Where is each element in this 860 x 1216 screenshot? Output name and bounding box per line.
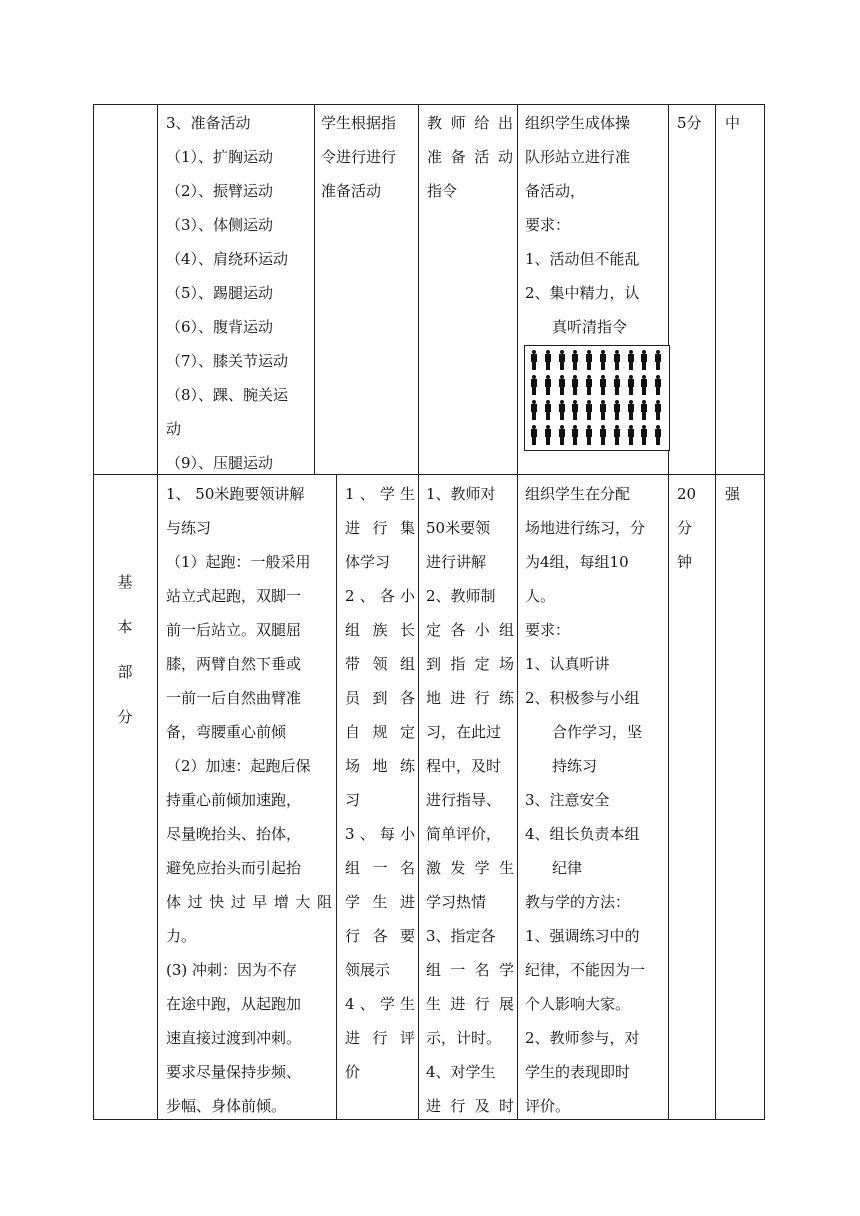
text-line: 组族长 <box>345 621 415 639</box>
text-line: 进行评 <box>345 1029 415 1047</box>
person-icon <box>545 425 551 445</box>
text-line: 3、指定各 <box>426 927 496 945</box>
text-line: 行各要 <box>345 927 415 945</box>
person-icon <box>641 400 647 420</box>
text-line: 程中，及时 <box>426 757 502 775</box>
text-line: 2、集中精力，认 <box>525 284 640 302</box>
sprint-content-cell <box>166 477 332 1123</box>
text-line: 价 <box>345 1063 361 1081</box>
person-icon <box>600 350 606 370</box>
text-line: 学生根据指 <box>321 114 397 132</box>
table-border-right <box>764 104 765 1120</box>
text-line: 步幅、身体前倾。 <box>166 1097 287 1115</box>
text-line: （6）、腹背运动 <box>166 318 274 336</box>
intensity-value: 强 <box>725 485 741 503</box>
text-line: 50米要领 <box>426 519 491 537</box>
text-line: 为4组，每组10 <box>525 553 629 571</box>
person-icon <box>641 375 647 395</box>
text-line: （7）、膝关节运动 <box>166 352 289 370</box>
column-divider <box>517 104 518 1120</box>
text-line: 简单评价， <box>426 825 502 843</box>
text-line: 进行集 <box>345 519 415 537</box>
person-icon <box>531 425 537 445</box>
person-icon <box>600 425 606 445</box>
text-line: 1、 50米跑要领讲解 <box>166 485 305 503</box>
text-line: 3、每小 <box>345 825 415 843</box>
text-line: 要求： <box>525 621 571 639</box>
person-icon <box>586 425 592 445</box>
time-value: 钟 <box>677 553 693 571</box>
person-icon <box>531 375 537 395</box>
person-icon <box>586 400 592 420</box>
person-icon <box>600 375 606 395</box>
text-line: 4、学生 <box>345 995 415 1013</box>
text-line: 2、教师参与，对 <box>525 1029 640 1047</box>
text-line: 生进行展 <box>426 995 514 1013</box>
person-icon <box>655 400 661 420</box>
standing-people-formation-icon <box>524 345 670 451</box>
person-icon <box>614 425 620 445</box>
person-icon <box>614 375 620 395</box>
text-line: 教师给出 <box>427 114 513 132</box>
person-icon <box>641 350 647 370</box>
sprint-intensity-cell <box>725 477 761 511</box>
text-line: 学习热情 <box>426 893 487 911</box>
section-label-basic-part <box>93 560 157 740</box>
person-icon <box>586 375 592 395</box>
text-line: 合作学习，坚 <box>552 723 643 741</box>
text-line: 进行指导、 <box>426 791 502 809</box>
person-icon <box>614 350 620 370</box>
text-line: 2、各小 <box>345 587 415 605</box>
section-char: 部 <box>117 663 133 681</box>
text-line: 个人影响大家。 <box>525 995 631 1013</box>
column-divider <box>314 104 315 474</box>
text-line: 4、组长负责本组 <box>525 825 640 843</box>
text-line: （2）、振臂运动 <box>166 182 274 200</box>
text-line: 纪律，不能因为一 <box>525 961 646 979</box>
text-line: 体学习 <box>345 553 391 571</box>
person-icon <box>545 350 551 370</box>
text-line: 习，在此过 <box>426 723 502 741</box>
text-line: 避免应抬头而引起抬 <box>166 859 302 877</box>
text-line: （8）、踝、腕关运 <box>166 386 289 404</box>
time-value: 20 <box>677 485 697 503</box>
text-line: 示，计时。 <box>426 1029 502 1047</box>
person-icon <box>655 350 661 370</box>
text-line: （4）、肩绕环运动 <box>166 250 289 268</box>
text-line: 4、对学生 <box>426 1063 496 1081</box>
section-char: 本 <box>117 618 133 636</box>
text-line: 组一名 <box>345 859 415 877</box>
person-icon <box>531 350 537 370</box>
person-icon <box>586 350 592 370</box>
text-line: 3、准备活动 <box>166 114 251 132</box>
person-icon <box>545 375 551 395</box>
warmup-teacher-cell <box>427 106 513 208</box>
text-line: 领展示 <box>345 961 391 979</box>
person-icon <box>559 375 565 395</box>
column-divider <box>668 104 669 1120</box>
text-line: 持重心前倾加速跑， <box>166 791 302 809</box>
warmup-content-cell <box>166 106 312 480</box>
column-divider <box>157 104 158 1120</box>
sprint-time-cell <box>677 477 713 579</box>
text-line: 要求尽量保持步频、 <box>166 1063 302 1081</box>
text-line: 体过快过早增大阻 <box>166 893 332 911</box>
text-line: (3) 冲刺：因为不存 <box>166 961 298 979</box>
sprint-student-cell <box>345 477 415 1089</box>
person-icon <box>559 400 565 420</box>
text-line: 员到各 <box>345 689 415 707</box>
text-line: 3、注意安全 <box>525 791 610 809</box>
text-line: 习 <box>345 791 361 809</box>
intensity-value: 中 <box>725 114 741 132</box>
text-line: 组织学生成体操 <box>525 114 631 132</box>
text-line: （9）、压腿运动 <box>166 454 274 472</box>
text-line: 地进行练 <box>426 689 514 707</box>
text-line: 备活动， <box>525 182 586 200</box>
text-line: 组织学生在分配 <box>525 485 631 503</box>
text-line: 自规定 <box>345 723 415 741</box>
text-line: 2、教师制 <box>426 587 496 605</box>
text-line: 1、活动但不能乱 <box>525 250 640 268</box>
text-line: （3）、体侧运动 <box>166 216 274 234</box>
person-icon <box>559 350 565 370</box>
text-line: 在途中跑，从起跑加 <box>166 995 302 1013</box>
text-line: 一前一后自然曲臂准 <box>166 689 302 707</box>
text-line: 1、学生 <box>345 485 415 503</box>
warmup-organization-cell <box>525 106 665 344</box>
text-line: 准备活动 <box>321 182 382 200</box>
text-line: 学生进 <box>345 893 415 911</box>
text-line: 准备活动 <box>427 148 513 166</box>
person-icon <box>572 350 578 370</box>
section-char: 基 <box>117 573 133 591</box>
text-line: 力。 <box>166 927 197 945</box>
person-icon <box>600 400 606 420</box>
lesson-plan-table <box>93 104 765 1120</box>
sprint-teacher-cell <box>426 477 514 1123</box>
column-divider <box>418 104 419 1120</box>
text-line: 指令 <box>427 182 458 200</box>
person-icon <box>572 400 578 420</box>
text-line: 激发学生 <box>426 859 514 877</box>
person-icon <box>559 425 565 445</box>
text-line: 场地练 <box>345 757 415 775</box>
warmup-intensity-cell <box>725 106 761 140</box>
text-line: 1、强调练习中的 <box>525 927 640 945</box>
text-line: 进行讲解 <box>426 553 487 571</box>
text-line: 站立式起跑，双脚一 <box>166 587 302 605</box>
text-line: 膝，两臂自然下垂或 <box>166 655 302 673</box>
text-line: 人。 <box>525 587 556 605</box>
text-line: 持练习 <box>552 757 598 775</box>
text-line: 动 <box>166 420 182 438</box>
text-line: 纪律 <box>552 859 583 877</box>
person-icon <box>531 400 537 420</box>
person-icon <box>641 425 647 445</box>
text-line: （2）加速：起跑后保 <box>166 757 311 775</box>
text-line: 真听清指令 <box>552 318 628 336</box>
column-divider <box>336 474 337 1120</box>
person-icon <box>655 425 661 445</box>
text-line: （1）、扩胸运动 <box>166 148 274 166</box>
text-line: 教与学的方法： <box>525 893 631 911</box>
warmup-time-cell <box>677 106 713 140</box>
text-line: （1）起跑：一般采用 <box>166 553 311 571</box>
person-icon <box>628 400 634 420</box>
time-value: 分 <box>677 519 693 537</box>
text-line: 2、积极参与小组 <box>525 689 640 707</box>
text-line: 组一名学 <box>426 961 514 979</box>
text-line: 令进行进行 <box>321 148 397 166</box>
table-border-top <box>93 104 765 105</box>
person-icon <box>655 375 661 395</box>
text-line: 备，弯腰重心前倾 <box>166 723 287 741</box>
text-line: 场地进行练习，分 <box>525 519 646 537</box>
sprint-organization-cell <box>525 477 665 1123</box>
section-char: 分 <box>117 708 133 726</box>
text-line: 到指定场 <box>426 655 514 673</box>
text-line: 1、认真听讲 <box>525 655 610 673</box>
person-icon <box>628 425 634 445</box>
person-icon <box>628 350 634 370</box>
text-line: 尽量晚抬头、抬体， <box>166 825 302 843</box>
text-line: 队形站立进行准 <box>525 148 631 166</box>
text-line: 学生的表现即时 <box>525 1063 631 1081</box>
person-icon <box>614 400 620 420</box>
person-icon <box>572 375 578 395</box>
person-icon <box>628 375 634 395</box>
column-divider <box>715 104 716 1120</box>
text-line: 前一后站立。双腿屈 <box>166 621 302 639</box>
text-line: 1、教师对 <box>426 485 496 503</box>
person-icon <box>545 400 551 420</box>
text-line: 定各小组 <box>426 621 514 639</box>
text-line: （5）、踢腿运动 <box>166 284 274 302</box>
person-icon <box>572 425 578 445</box>
text-line: 速直接过渡到冲刺。 <box>166 1029 302 1047</box>
text-line: 与练习 <box>166 519 212 537</box>
text-line: 进行及时 <box>426 1097 514 1115</box>
text-line: 带领组 <box>345 655 415 673</box>
time-value: 5分 <box>677 114 702 132</box>
text-line: 评价。 <box>525 1097 571 1115</box>
warmup-student-cell <box>321 106 416 208</box>
text-line: 要求： <box>525 216 571 234</box>
